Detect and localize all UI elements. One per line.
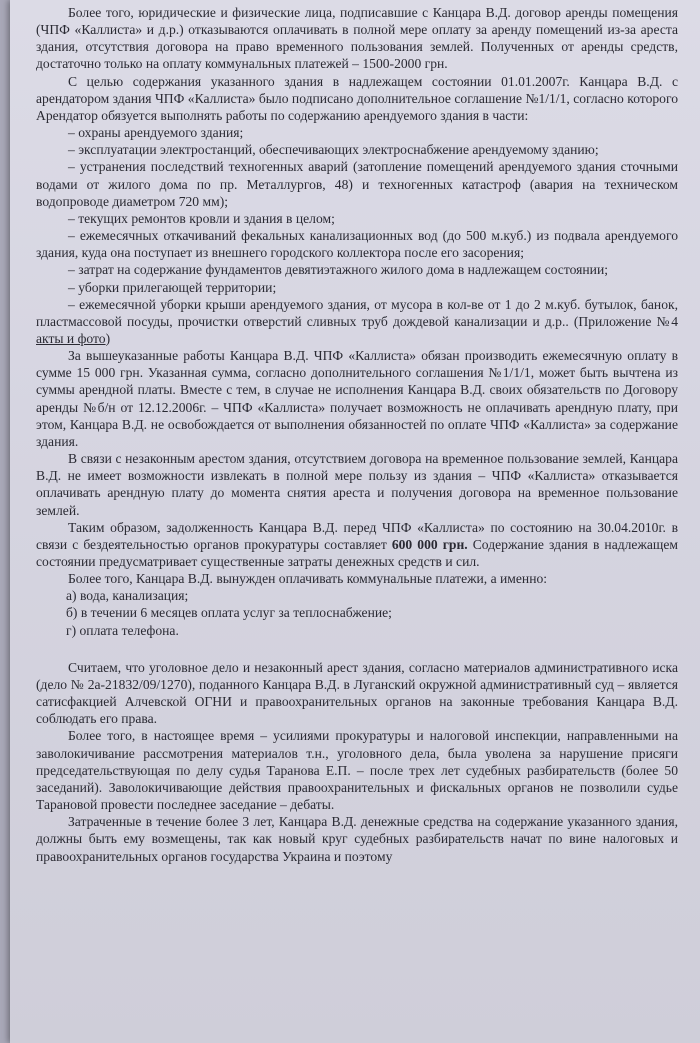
paragraph	[36, 296, 678, 347]
paragraph-text: Более того, в настоящее время – усилиями прокуратуры и налоговой инспекции, направленными на заволокичивание рассмотрения материалов т.н., уголовного дела, была уволена за нарушение присяги председательствующая по делу судья Таранова Е.П. – после трех лет судебных разбирательств (более 50 заседаний). Заволокичивающие действия правоохранительных и фискальных органов не позволили судье Тарановой провести последнее заседание – дебаты.	[36, 728, 678, 813]
paragraph-text: – затрат на содержание фундаментов девятиэтажного жилого дома в надлежащем состоянии;	[68, 262, 608, 278]
paragraph-text: а) вода, канализация;	[66, 588, 189, 604]
paragraph-text: б) в течении 6 месяцев оплата услуг за теплоснабжение;	[66, 605, 392, 621]
paragraph	[36, 813, 678, 864]
paragraph	[36, 450, 678, 519]
paragraph-text: г) оплата телефона.	[66, 622, 179, 638]
paragraph-spacer	[36, 639, 678, 659]
paragraph	[36, 73, 678, 124]
paragraph	[36, 124, 678, 141]
paragraph	[36, 659, 678, 728]
paragraph-text: С целью содержания указанного здания в надлежащем состоянии 01.01.2007г. Канцара В.Д. с арендатором здания ЧПФ «Каллиста» было подписано дополнительное соглашение №1/1/1, согласно которого Арендатор обязуется выполнять работы по содержанию арендуемого здания в части:	[36, 73, 678, 123]
paragraph	[36, 604, 678, 621]
paragraph-text: В связи с незаконным арестом здания, отсутствием договора на временное пользование землей, Канцара В.Д. не имеет возможности извлекать в полной мере пользу из здания – ЧПФ «Каллиста» отказывается оплачивать арендную плату до момента снятия ареста и получения договора на временное пользование землей.	[36, 451, 678, 518]
paragraph	[36, 227, 678, 261]
paragraph	[36, 570, 678, 587]
paragraph-text: Более того, Канцара В.Д. вынужден оплачивать коммунальные платежи, а именно:	[68, 571, 548, 587]
paragraph	[36, 587, 678, 604]
paragraph-tail: )	[105, 330, 111, 346]
paragraph-text: Более того, юридические и физические лица, подписавшие с Канцара В.Д. договор аренды помещения (ЧПФ «Каллиста» и д.р.) отказываются оплачивать в полной мере оплату за аренду помещений из-за ареста здания, отсутствия договора на право временного пользования землей. Полученных от аренды средств, достаточно только на оплату коммунальных платежей – 1500-2000 грн.	[36, 5, 678, 72]
paragraph	[36, 622, 678, 639]
paragraph	[36, 141, 678, 158]
paragraph	[36, 727, 678, 813]
paragraph	[36, 210, 678, 227]
paragraph	[36, 279, 678, 296]
paragraph-text: – охраны арендуемого здания;	[68, 125, 244, 141]
paragraph-text: Считаем, что уголовное дело и незаконный арест здания, согласно материалов административного иска (дело № 2а-21832/09/1270), поданного Канцара В.Д. в Луганский окружной административный суд – является сатисфакцией Алчевской ОГНИ и правоохранительных органов на законные требования Канцара В.Д. соблюдать его права.	[36, 659, 678, 727]
paragraph-tail: Содержание здания в надлежащем состоянии предусматривает существенные затраты денежных средств и сил.	[36, 536, 678, 569]
paragraph-text: – уборки прилегающей территории;	[68, 279, 277, 295]
paragraph	[36, 347, 678, 450]
paragraph	[36, 261, 678, 278]
paragraph-text: – устранения последствий техногенных аварий (затопление помещений арендуемого здания сточными водами от жилого дома по пр. Металлургов, 48) и техногенных катастроф (авария на техническом водопроводе диаметром 720 мм);	[36, 159, 678, 209]
paragraph-text: Затраченные в течение более 3 лет, Канцара В.Д. денежные средства на содержание указанного здания, должны быть ему возмещены, так как новый круг судебных разбирательств начат по вине налоговых и правоохранительных органов государства Украина и поэтому	[36, 814, 678, 864]
document-page	[10, 0, 700, 1043]
paragraph-text: За вышеуказанные работы Канцара В.Д. ЧПФ «Каллиста» обязан производить ежемесячную оплату в сумме 15 000 грн. Указанная сумма, согласно дополнительного соглашения №1/1/1, может быть вычтена из суммы арендной платы. Вместе с тем, в случае не исполнения Канцара В.Д. своих обязательств по Договору аренды №б/н от 12.12.2006г. – ЧПФ «Каллиста» получает возможность не оплачивать арендную плату, при этом, Канцара В.Д. не освобождается от выполнения обязанностей по оплате ЧПФ «Каллиста» за содержание здания.	[36, 348, 678, 449]
document-text	[36, 4, 678, 865]
paragraph	[36, 158, 678, 209]
paragraph	[36, 519, 678, 570]
paragraph-text: – текущих ремонтов кровли и здания в целом;	[68, 210, 335, 226]
bold-amount: 600 000 грн.	[391, 536, 468, 552]
paragraph-text: Таким образом, задолженность Канцара В.Д. перед ЧПФ «Каллиста» по состоянию на 30.04.2010г. в связи с бездеятельностью органов прокуратуры составляет	[36, 519, 678, 552]
paragraph-text: – ежемесячных откачиваний фекальных канализационных вод (до 500 м.куб.) из подвала арендуемого здания, куда она поступает из внешнего городского коллектора после его засорения;	[36, 228, 678, 261]
underlined-text: акты и фото	[36, 330, 106, 346]
paragraph-text: – эксплуатации электростанций, обеспечивающих электроснабжение арендуемому зданию;	[68, 142, 599, 158]
paragraph	[36, 4, 678, 73]
paragraph-text: – ежемесячной уборки крыши арендуемого здания, от мусора в кол-ве от 1 до 2 м.куб. бутылок, банок, пластмассовой посуды, прочистки отверстий сливных труб дождевой канализации и д.р.. (Приложение №4	[36, 296, 678, 329]
